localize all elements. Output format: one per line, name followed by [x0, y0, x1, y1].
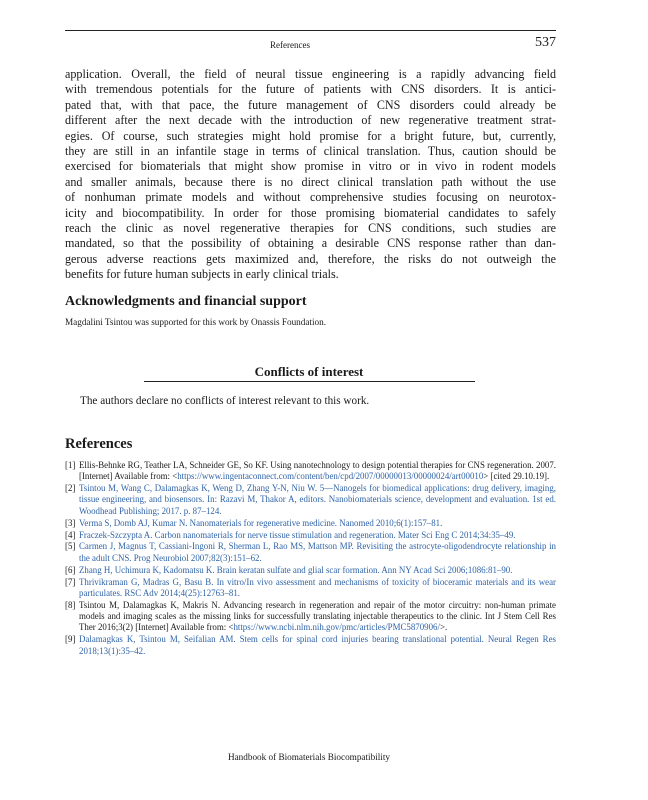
reference-item	[65, 530, 556, 541]
reference-number: [3]	[65, 517, 76, 528]
reference-number: [5]	[65, 541, 76, 552]
body-line: egies. Of course, such strategies might hold promise for a bright future, but, currently,	[65, 128, 556, 143]
body-line: mandated, so that the possibility of obtaining a desirable CNS response rather than dan-	[65, 236, 556, 251]
reference-item	[65, 483, 556, 517]
reference-link[interactable]: Verma S, Domb AJ, Kumar N. Nanomaterials for regenerative medicine. Nanomed 2010;6(1):157–81.	[79, 517, 443, 528]
body-line: different after the next decade with the introduction of new regenerative treatment strat-	[65, 113, 556, 128]
reference-text: Ellis-Behnke RG, Teather LA, Schneider GE, So KF. Using nanotechnology to design potential therapies for CNS regeneration. 2007. [Internet] Available from: <	[79, 460, 556, 482]
reference-text-tail: > [cited 29.10.19].	[483, 471, 550, 482]
reference-item	[65, 600, 556, 634]
reference-number: [4]	[65, 529, 76, 540]
page-number: 537	[535, 35, 556, 50]
conflicts-rule	[144, 381, 475, 382]
body-line: they are still in an infantile stage in terms of clinical translation. Thus, caution should be	[65, 144, 556, 159]
reference-item	[65, 518, 556, 529]
book-title-footer: Handbook of Biomaterials Biocompatibility	[227, 752, 391, 762]
reference-number: [7]	[65, 576, 76, 587]
reference-link[interactable]: Fraczek-Szczypta A. Carbon nanomaterials for nerve tissue stimulation and regeneration. Mater Sci Eng C 2014;34:35–49.	[79, 529, 516, 540]
body-line: icity and biocompatibility. In order for those promising biomaterial candidates to safely	[65, 205, 556, 220]
conflicts-heading: Conflicts of interest	[254, 364, 364, 379]
acknowledgments-text: Magdalini Tsintou was supported for this work by Onassis Foundation.	[65, 317, 327, 327]
body-line: with tremendous potentials for the future of patients with CNS disorders. It is antici-	[65, 82, 556, 97]
conflicts-text: The authors declare no conflicts of interest relevant to this work.	[80, 395, 370, 407]
reference-text: Tsintou M, Dalamagkas K, Makris N. Advancing research in regeneration and repair of the motor circuitry: non-human primate models and imaging scales as the missing links for successfully translating injectable therapeutics to the clinic. Int J Stem Cell Res Ther 2016;3(2) [Internet] Available from: <	[79, 599, 556, 633]
reference-link[interactable]: https://www.ncbi.nlm.nih.gov/pmc/articles/PMC5870906/	[233, 622, 440, 633]
reference-number: [2]	[65, 483, 76, 494]
reference-number: [8]	[65, 599, 76, 610]
reference-link[interactable]: https://www.ingentaconnect.com/content/ben/cpd/2007/00000013/00000024/art00010	[177, 471, 484, 482]
reference-item	[65, 565, 556, 576]
reference-link[interactable]: Thrivikraman G, Madras G, Basu B. In vitro/In vivo assessment and mechanisms of toxicity of bioceramic materials and its wear particulates. RSC Adv 2014;4(25):12763–81.	[79, 576, 556, 598]
running-title: References	[270, 40, 310, 50]
reference-item	[65, 541, 556, 564]
reference-link[interactable]: Tsintou M, Wang C, Dalamagkas K, Weng D, Zhang Y-N, Niu W. 5—Nanogels for biomedical applications: drug delivery, imaging, tissue engineering, and biosensors. In: Razavi M, Thakor A, editors. Nanobiomaterials science, development and evaluation. 1st ed. Woodhead Publishing; 2017. p. 87–124.	[79, 483, 556, 516]
reference-link[interactable]: Zhang H, Uchimura K, Kadomatsu K. Brain keratan sulfate and glial scar formation. Ann NY Acad Sci 2006;1086:81–90.	[79, 564, 513, 575]
body-line: of nonhuman primate models and without comprehensive studies focusing on neurotox-	[65, 190, 556, 205]
acknowledgments-heading: Acknowledgments and financial support	[65, 294, 307, 309]
reference-number: [1]	[65, 460, 76, 470]
reference-list	[65, 460, 556, 657]
header-rule	[65, 30, 556, 31]
body-line: and smaller animals, because there is no direct clinical translation path without the use	[65, 174, 556, 189]
reference-text-tail: >.	[439, 622, 448, 633]
references-heading: References	[65, 436, 133, 452]
reference-number: [9]	[65, 634, 76, 645]
reference-item	[65, 634, 556, 657]
body-line: benefits for future human subjects in early clinical trials.	[65, 267, 339, 282]
body-line: pated that, with that pace, the future management of CNS disorders could already be	[65, 97, 556, 112]
reference-item	[65, 460, 556, 483]
body-paragraph	[65, 67, 556, 283]
body-line: application. Overall, the field of neural tissue engineering is a rapidly advancing field	[65, 67, 556, 81]
reference-link[interactable]: Dalamagkas K, Tsintou M, Seifalian AM. Stem cells for spinal cord injuries bearing translational potential. Neural Regen Res 2018;13(1):35–42.	[79, 634, 556, 656]
body-line: exercised for biomaterials that might show promise in vitro or in vivo in rodent models	[65, 159, 556, 174]
reference-link[interactable]: Carmen J, Magnus T, Cassiani-Ingoni R, Sherman L, Rao MS, Mattson MP. Revisiting the astrocyte-oligodendrocyte relationship in the adult CNS. Prog Neurobiol 2007;82(3):151–62.	[79, 541, 556, 563]
body-line: reach the clinic as novel regenerative therapies for CNS conditions, such studies are	[65, 221, 556, 236]
reference-number: [6]	[65, 564, 76, 575]
body-line: gerous adverse reactions gets maximized and, therefore, the risks do not outweigh the	[65, 251, 556, 266]
reference-item	[65, 577, 556, 600]
